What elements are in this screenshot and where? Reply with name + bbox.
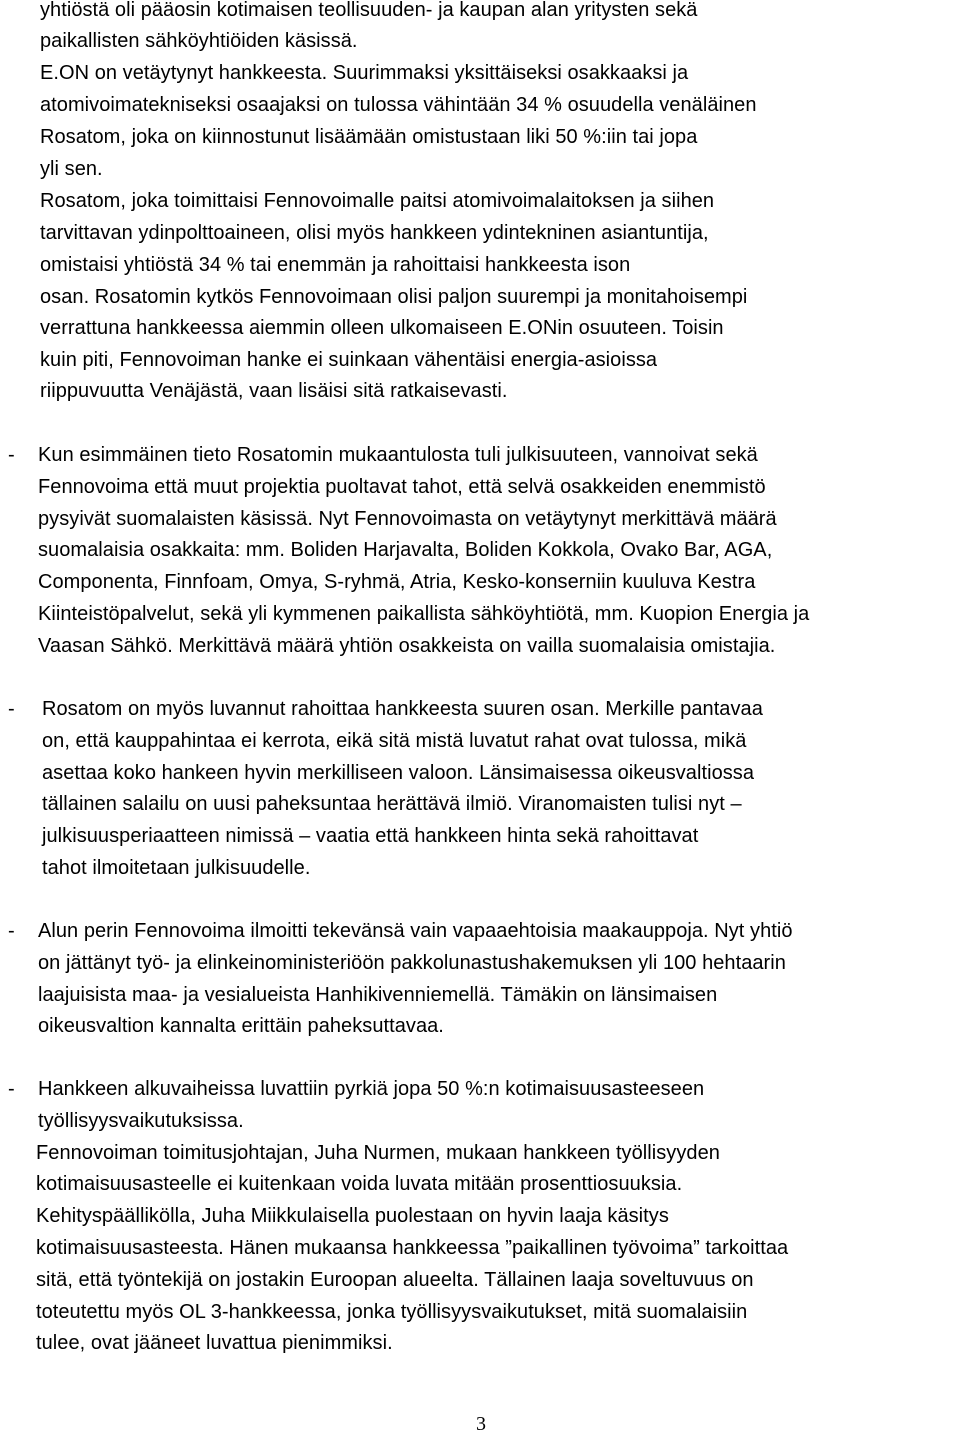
text-line: yhtiöstä oli pääosin kotimaisen teollisuuden- ja kaupan alan yritysten sekä <box>40 0 698 21</box>
text-line: Fennovoima että muut projektia puoltavat tahot, että selvä osakkeiden enemmistö <box>38 476 766 498</box>
page-number: 3 <box>476 1413 486 1435</box>
text-line: Alun perin Fennovoima ilmoitti tekevänsä vain vapaaehtoisia maakauppoja. Nyt yhtiö <box>38 920 793 942</box>
text-line: kuin piti, Fennovoiman hanke ei suinkaan vähentäisi energia-asioissa <box>40 349 658 371</box>
text-line: tarvittavan ydinpolttoaineen, olisi myös hankkeen ydintekninen asiantuntija, <box>40 222 709 244</box>
text-line: tahot ilmoitetaan julkisuudelle. <box>42 857 311 879</box>
text-line: riippuvuutta Venäjästä, vaan lisäisi sitä ratkaisevasti. <box>40 380 508 402</box>
text-line: asettaa koko hankeen hyvin merkilliseen valoon. Länsimaisessa oikeusvaltiossa <box>42 762 755 784</box>
text-line: tulee, ovat jääneet luvattua pienimmiksi. <box>36 1332 393 1354</box>
bullet-dash: - <box>8 698 15 720</box>
text-line: E.ON on vetäytynyt hankkeesta. Suurimmaksi yksittäiseksi osakkaaksi ja <box>40 62 689 84</box>
text-line: Kiinteistöpalvelut, sekä yli kymmenen paikallista sähköyhtiötä, mm. Kuopion Energia ja <box>38 603 810 625</box>
text-line: kotimaisuusasteesta. Hänen mukaansa hankkeessa ”paikallinen työvoima” tarkoittaa <box>36 1237 789 1259</box>
text-line: Rosatom, joka on kiinnostunut lisäämään omistustaan liki 50 %:iin tai jopa <box>40 126 698 148</box>
text-line: Kun esimmäinen tieto Rosatomin mukaantulosta tuli julkisuuteen, vannoivat sekä <box>38 444 758 466</box>
text-line: Fennovoiman toimitusjohtajan, Juha Nurmen, mukaan hankkeen työllisyyden <box>36 1142 720 1164</box>
text-line: verrattuna hankkeessa aiemmin olleen ulkomaiseen E.ONin osuuteen. Toisin <box>40 317 724 339</box>
text-line: yli sen. <box>40 158 103 180</box>
bullet-dash: - <box>8 920 15 942</box>
text-line: Componenta, Finnfoam, Omya, S-ryhmä, Atria, Kesko-konserniin kuuluva Kestra <box>38 571 756 593</box>
text-line: kotimaisuusasteelle ei kuitenkaan voida luvata mitään prosenttiosuuksia. <box>36 1173 683 1195</box>
text-line: atomivoimatekniseksi osaajaksi on tulossa vähintään 34 % osuudella venäläinen <box>40 94 757 116</box>
text-line: Hankkeen alkuvaiheissa luvattiin pyrkiä jopa 50 %:n kotimaisuusasteeseen <box>38 1078 705 1100</box>
text-line: laajuisista maa- ja vesialueista Hanhikivenniemellä. Tämäkin on länsimaisen <box>38 984 718 1006</box>
text-line: tällainen salailu on uusi paheksuntaa herättävä ilmiö. Viranomaisten tulisi nyt – <box>42 793 742 815</box>
text-line: työllisyysvaikutuksissa. <box>38 1110 244 1132</box>
text-line: suomalaisia osakkaita: mm. Boliden Harjavalta, Boliden Kokkola, Ovako Bar, AGA, <box>38 539 773 561</box>
bullet-dash: - <box>8 444 15 466</box>
text-line: oikeusvaltion kannalta erittäin paheksuttavaa. <box>38 1015 444 1037</box>
text-line: toteutettu myös OL 3-hankkeessa, jonka työllisyysvaikutukset, mitä suomalaisiin <box>36 1301 748 1323</box>
text-line: Rosatom, joka toimittaisi Fennovoimalle paitsi atomivoimalaitoksen ja siihen <box>40 190 715 212</box>
text-line: omistaisi yhtiöstä 34 % tai enemmän ja rahoittaisi hankkeesta ison <box>40 254 631 276</box>
text-line: Kehityspäällikölla, Juha Miikkulaisella puolestaan on hyvin laaja käsitys <box>36 1205 669 1227</box>
text-line: paikallisten sähköyhtiöiden käsissä. <box>40 30 358 52</box>
text-line: Rosatom on myös luvannut rahoittaa hankkeesta suuren osan. Merkille pantavaa <box>42 698 763 720</box>
text-line: pysyivät suomalaisten käsissä. Nyt Fennovoimasta on vetäytynyt merkittävä määrä <box>38 508 777 530</box>
bullet-dash: - <box>8 1078 15 1100</box>
text-line: osan. Rosatomin kytkös Fennovoimaan olisi paljon suurempi ja monitahoisempi <box>40 286 748 308</box>
text-line: on jättänyt työ- ja elinkeinoministeriöön pakkolunastushakemuksen yli 100 hehtaarin <box>38 952 786 974</box>
text-line: Vaasan Sähkö. Merkittävä määrä yhtiön osakkeista on vailla suomalaisia omistajia. <box>38 635 776 657</box>
text-line: sitä, että työntekijä on jostakin Euroopan alueelta. Tällainen laaja soveltuvuus on <box>36 1269 754 1291</box>
text-line: julkisuusperiaatteen nimissä – vaatia että hankkeen hinta sekä rahoittavat <box>42 825 699 847</box>
text-line: on, että kauppahintaa ei kerrota, eikä sitä mistä luvatut rahat ovat tulossa, mikä <box>42 730 747 752</box>
